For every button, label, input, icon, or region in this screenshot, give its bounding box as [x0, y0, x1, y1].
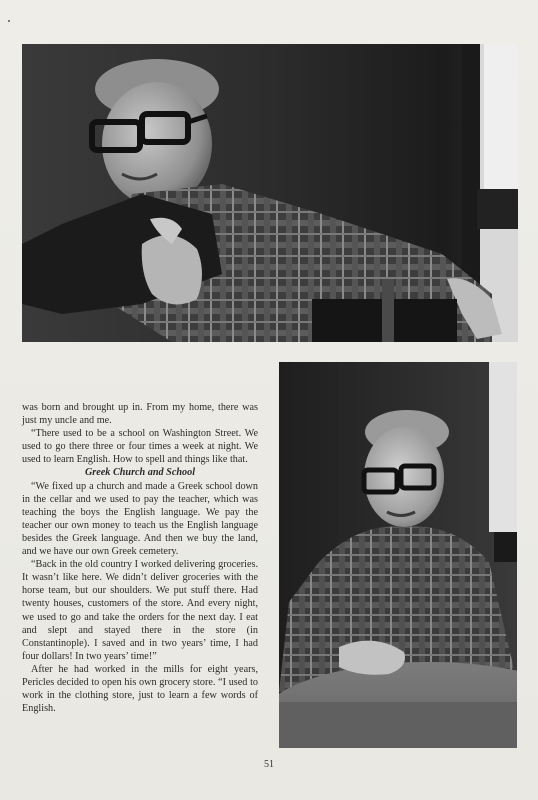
photo-man-gesturing-image — [22, 44, 518, 342]
article-text-column — [22, 401, 258, 715]
section-heading: Greek Church and School — [84, 467, 196, 479]
paragraph-3: “We fixed up a church and made a Greek school down in the cellar and we used to pay the teacher, which was teaching the boys the English language. We pay the teacher our own money to teach us the English language besides the Greek language. And then we buy the land, and we have our own Greek cemetery. — [22, 480, 258, 558]
photo-man-at-table — [279, 362, 517, 748]
paragraph-2: “There used to be a school on Washington Street. We used to go there three or four times a week at night. We used to learn English. How to spell and things like that. — [22, 428, 258, 466]
paragraph-1: was born and brought up in. From my home, there was just my uncle and me. — [22, 402, 258, 427]
photo-man-gesturing — [22, 44, 518, 342]
photo-man-at-table-image — [279, 362, 517, 748]
page-number: 51 — [264, 759, 274, 770]
paragraph-5: After he had worked in the mills for eight years, Pericles decided to open his own grocery store. “I used to work in the clothing store, just to learn a few words of English. — [22, 663, 258, 715]
page-speck — [8, 20, 10, 22]
paragraph-4: “Back in the old country I worked delivering groceries. It wasn’t like here. We didn’t deliver groceries with the horse team, but our shoulders. We put stuff there. Had twenty houses, customers of the store. And every night, we used to go and take the orders for the next day. I eat and slept and stayed there in the store (in Constantinople). I saved and in two years’ time, I had four dollars! In two years’ time!” — [22, 559, 258, 662]
